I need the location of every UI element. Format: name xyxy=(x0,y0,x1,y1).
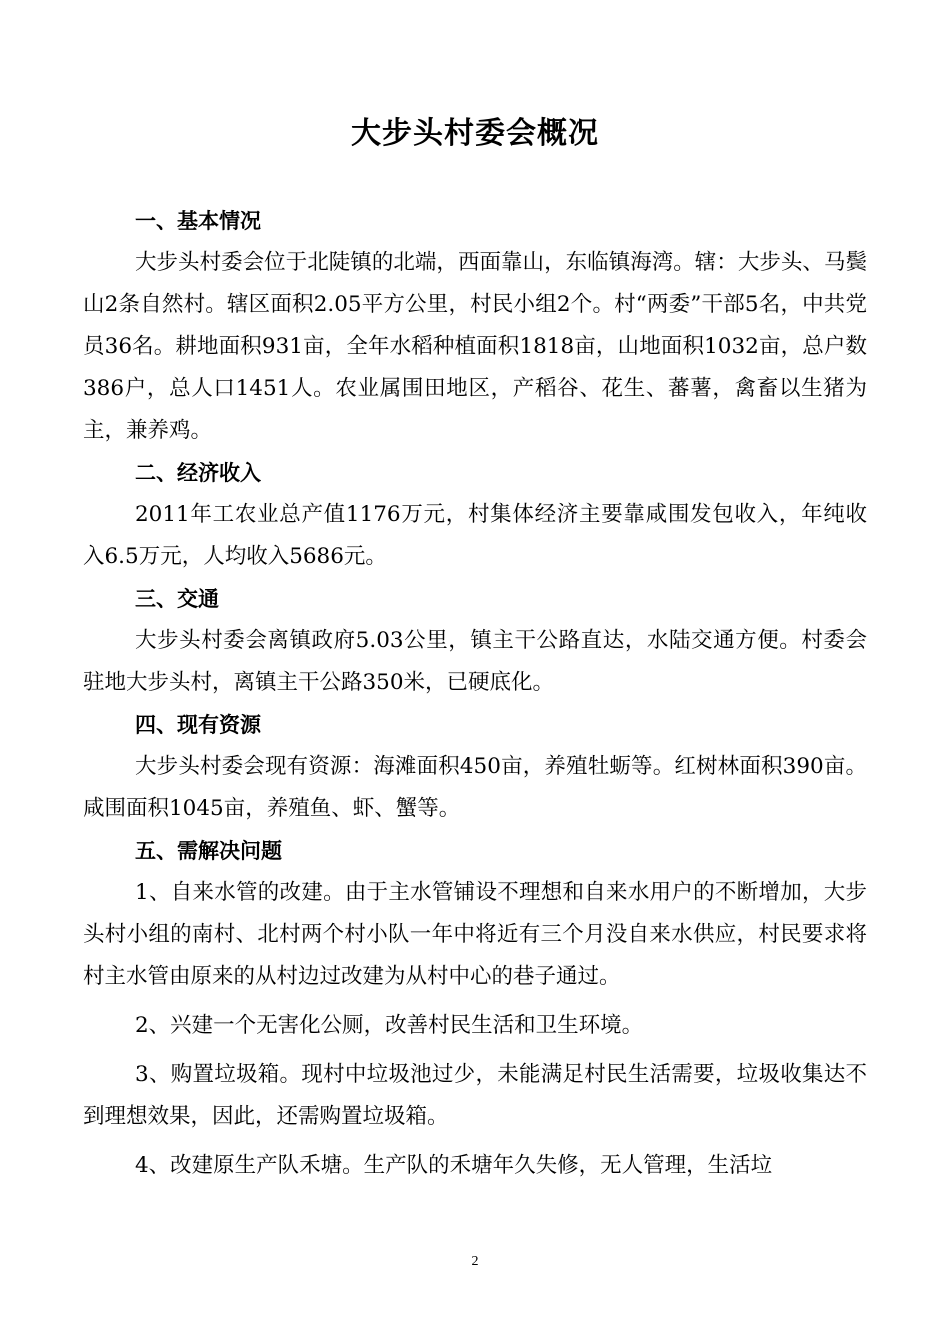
document-body xyxy=(83,200,867,1187)
section-heading-basic-info: 一、基本情况 xyxy=(135,209,261,233)
section-heading-transport: 三、交通 xyxy=(135,587,219,611)
section-heading-problems: 五、需解决问题 xyxy=(135,839,282,863)
section-heading-economic-income: 二、经济收入 xyxy=(135,461,261,485)
basic-info-paragraph: 大步头村委会位于北陡镇的北端，西面靠山，东临镇海湾。辖：大步头、马鬓山2条自然村。辖区面积2.05平方公里，村民小组2个。村“两委”干部5名，中共党员36名。耕地面积931亩，全年水稻种植面积1818亩，山地面积1032亩，总户数386户，总人口1451人。农业属围田地区，产稻谷、花生、蕃薯，禽畜以生猪为主，兼养鸡。 xyxy=(83,250,867,443)
document-title: 大步头村委会概况 xyxy=(351,116,599,151)
resources-paragraph: 大步头村委会现有资源：海滩面积450亩，养殖牡蛎等。红树林面积390亩。咸围面积1045亩，养殖鱼、虾、蟹等。 xyxy=(83,754,867,821)
problem-item-3: 3、购置垃圾箱。现村中垃圾池过少，未能满足村民生活需要，垃圾收集达不到理想效果，因此，还需购置垃圾箱。 xyxy=(83,1062,867,1129)
problem-item-1: 1、自来水管的改建。由于主水管铺设不理想和自来水用户的不断增加，大步头村小组的南村、北村两个村小队一年中将近有三个月没自来水供应，村民要求将村主水管由原来的从村边过改建为从村中心的巷子通过。 xyxy=(83,880,867,989)
problem-item-2: 2、兴建一个无害化公厕，改善村民生活和卫生环境。 xyxy=(135,1013,644,1038)
problem-item-4: 4、改建原生产队禾塘。生产队的禾塘年久失修，无人管理，生活垃 xyxy=(135,1153,773,1178)
transport-paragraph: 大步头村委会离镇政府5.03公里，镇主干公路直达，水陆交通方便。村委会驻地大步头村，离镇主干公路350米，已硬底化。 xyxy=(83,628,867,695)
economic-income-paragraph: 2011年工农业总产值1176万元，村集体经济主要靠咸围发包收入，年纯收入6.5万元，人均收入5686元。 xyxy=(83,502,867,569)
section-heading-resources: 四、现有资源 xyxy=(135,713,261,737)
page-number: 2 xyxy=(471,1254,479,1269)
